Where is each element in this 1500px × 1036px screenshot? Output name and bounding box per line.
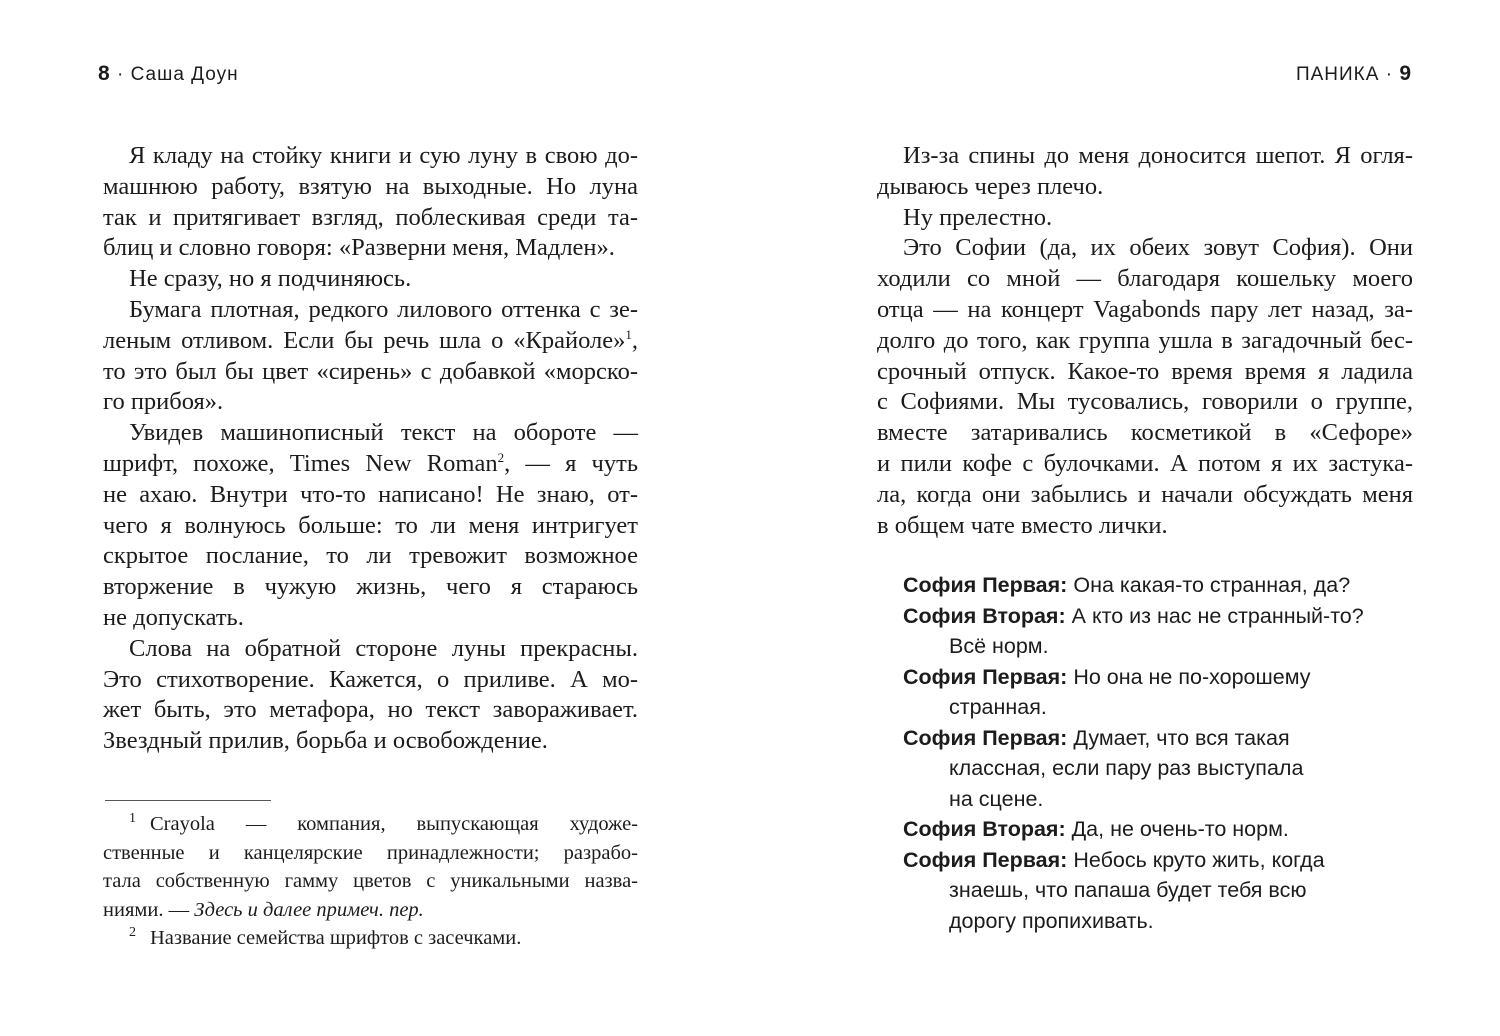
- left-body-text: [103, 141, 638, 757]
- chat-message: [903, 845, 1443, 937]
- chat-line: знаешь, что папаша будет тебя всю: [949, 878, 1307, 902]
- chat-line: странная.: [949, 695, 1047, 719]
- text-line: Увидев машинописный текст на обороте —: [129, 419, 638, 447]
- text-fragment: шрифт, похоже, Times New Roman: [103, 449, 498, 477]
- text-line: то это был бы цвет «сирень» с добавкой «морско-: [103, 357, 638, 385]
- author-name: Саша Доун: [130, 64, 239, 85]
- chat-transcript: [903, 570, 1443, 936]
- header-separator: ·: [116, 64, 125, 85]
- text-line: машнюю работу, взятую на выходные. Но луна: [103, 172, 638, 200]
- footnote-line: [103, 810, 638, 839]
- paragraph: [103, 264, 638, 295]
- footnote-1: [103, 810, 638, 924]
- footnote-2: [103, 924, 638, 953]
- chat-message: [903, 814, 1443, 845]
- text-line: ла, когда они забылись и начали обсуждать меня: [877, 480, 1413, 508]
- text-line: жет быть, это метафора, но текст завораживает.: [103, 696, 638, 724]
- speaker-name: София Вторая:: [903, 817, 1066, 841]
- speaker-name: София Первая:: [903, 573, 1068, 597]
- text-line: в общем чате вместо лички.: [877, 511, 1168, 539]
- right-page: [750, 0, 1500, 1036]
- footnote-mark: 2: [129, 925, 136, 941]
- text-line: Ну прелестно.: [903, 203, 1053, 231]
- text-line: срочный отпуск. Какое-то время время я ладила: [877, 357, 1413, 385]
- paragraph: [103, 295, 638, 418]
- text-line: с Софиями. Мы тусовались, говорили о группе,: [877, 388, 1413, 416]
- paragraph: [103, 634, 638, 757]
- right-page-number: 9: [1399, 62, 1412, 85]
- message-text: А кто из нас не странный-то?: [1071, 603, 1364, 628]
- chat-line: на сцене.: [949, 786, 1044, 811]
- text-line: ходили со мной — благодаря кошельку моего: [877, 265, 1413, 293]
- chat-line: [903, 723, 1443, 754]
- book-title: ПАНИКА: [1295, 64, 1380, 85]
- text-line: блиц и словно говоря: «Разверни меня, Мадлен».: [103, 234, 615, 262]
- footnote-divider: [105, 800, 271, 801]
- chat-line: [903, 601, 1443, 632]
- chat-message: [903, 723, 1443, 815]
- speaker-name: София Первая:: [903, 847, 1068, 872]
- text-fragment: ниями. —: [103, 898, 195, 921]
- text-line: дываюсь через плечо.: [877, 172, 1104, 200]
- left-running-header: [98, 62, 239, 86]
- text-fragment: Название семейства шрифтов с засечками.: [150, 927, 522, 949]
- footnote-line: ственные и канцелярские принадлежности; разрабо-: [103, 841, 638, 864]
- message-text: Да, не очень-то норм.: [1071, 817, 1289, 841]
- chat-line: классная, если пару раз выступала: [949, 756, 1304, 780]
- speaker-name: София Вторая:: [903, 603, 1066, 628]
- text-line: вместе затаривались косметикой в «Сефоре»: [877, 419, 1413, 447]
- text-fragment: леным отливом. Если бы речь шла о «Крайоле»: [103, 326, 626, 354]
- header-separator: ·: [1385, 64, 1394, 85]
- footnote-line: [103, 896, 638, 925]
- text-line: долго до того, как группа ушла в загадочный бес-: [877, 326, 1413, 354]
- text-fragment: Crayola — компания, выпускающая художе-: [150, 813, 638, 835]
- text-line: Не сразу, но я подчиняюсь.: [129, 265, 412, 293]
- message-text: Думает, что вся такая: [1073, 725, 1290, 750]
- right-running-header: [1296, 62, 1412, 86]
- text-line: Из-за спины до меня доносится шепот. Я огля-: [903, 142, 1413, 169]
- text-line: так и притягивает взгляд, поблескивая среди та-: [103, 203, 638, 231]
- text-line: Это Софии (да, их обеих зовут София). Они: [903, 234, 1413, 262]
- chat-message: [903, 570, 1443, 601]
- text-line: Это стихотворение. Кажется, о приливе. А мо-: [103, 665, 638, 693]
- message-text: Она какая-то странная, да?: [1073, 573, 1351, 597]
- message-text: Но она не по-хорошему: [1073, 664, 1311, 689]
- chat-line: [903, 814, 1443, 845]
- left-page-number: 8: [98, 62, 111, 85]
- chat-message: [903, 601, 1443, 662]
- text-line: не допускать.: [103, 603, 244, 631]
- footnote-reference-2: 2: [497, 449, 505, 465]
- paragraph: [877, 233, 1413, 541]
- text-line: скрытое послание, то ли тревожит возможное: [103, 542, 638, 570]
- text-line-with-footnote: [103, 449, 638, 480]
- paragraph: [103, 141, 638, 264]
- text-line: Звездный прилив, борьба и освобождение.: [103, 727, 548, 755]
- text-line: Слова на обратной стороне луны прекрасны.: [129, 634, 638, 662]
- footnote-reference-1: 1: [625, 326, 632, 342]
- chat-line: [903, 845, 1443, 876]
- text-line: вторжение в чужую жизнь, чего я стараюсь: [103, 573, 638, 601]
- speaker-name: София Первая:: [903, 664, 1068, 689]
- footnote-line: тала собственную гамму цветов с уникальными назва-: [103, 870, 638, 892]
- speaker-name: София Первая:: [903, 725, 1068, 750]
- chat-line: [903, 570, 1443, 601]
- text-line: чего я волнуюсь больше: то ли меня интригует: [103, 511, 638, 539]
- chat-line: Всё норм.: [949, 634, 1049, 658]
- footnote-mark: 1: [129, 811, 136, 827]
- text-fragment: ,: [631, 326, 638, 354]
- message-text: Небось круто жить, когда: [1073, 847, 1325, 872]
- paragraph: [877, 141, 1413, 203]
- text-line-with-footnote: [103, 326, 638, 357]
- chat-message: [903, 662, 1443, 723]
- text-line: и пили кофе с булочками. А потом я их застука-: [877, 449, 1413, 477]
- footnotes: [103, 810, 638, 953]
- text-line: Я кладу на стойку книги и сую луну в свою до-: [129, 142, 638, 169]
- text-line: отца — на концерт Vagabonds пару лет назад, за-: [877, 295, 1413, 323]
- footnote-line: [103, 924, 638, 953]
- right-body-text: [877, 141, 1413, 541]
- chat-line: [903, 662, 1443, 693]
- paragraph: [103, 418, 638, 634]
- text-line: го прибоя».: [103, 388, 224, 416]
- translator-note: Здесь и далее примеч. пер.: [194, 898, 424, 921]
- text-line: Бумага плотная, редкого лилового оттенка с зе-: [129, 295, 638, 323]
- text-fragment: , — я чуть: [504, 449, 638, 477]
- text-line: не ахаю. Внутри что-то написано! Не знаю, от-: [103, 480, 638, 508]
- chat-line: дорогу пропихивать.: [949, 908, 1154, 933]
- paragraph: [877, 203, 1413, 234]
